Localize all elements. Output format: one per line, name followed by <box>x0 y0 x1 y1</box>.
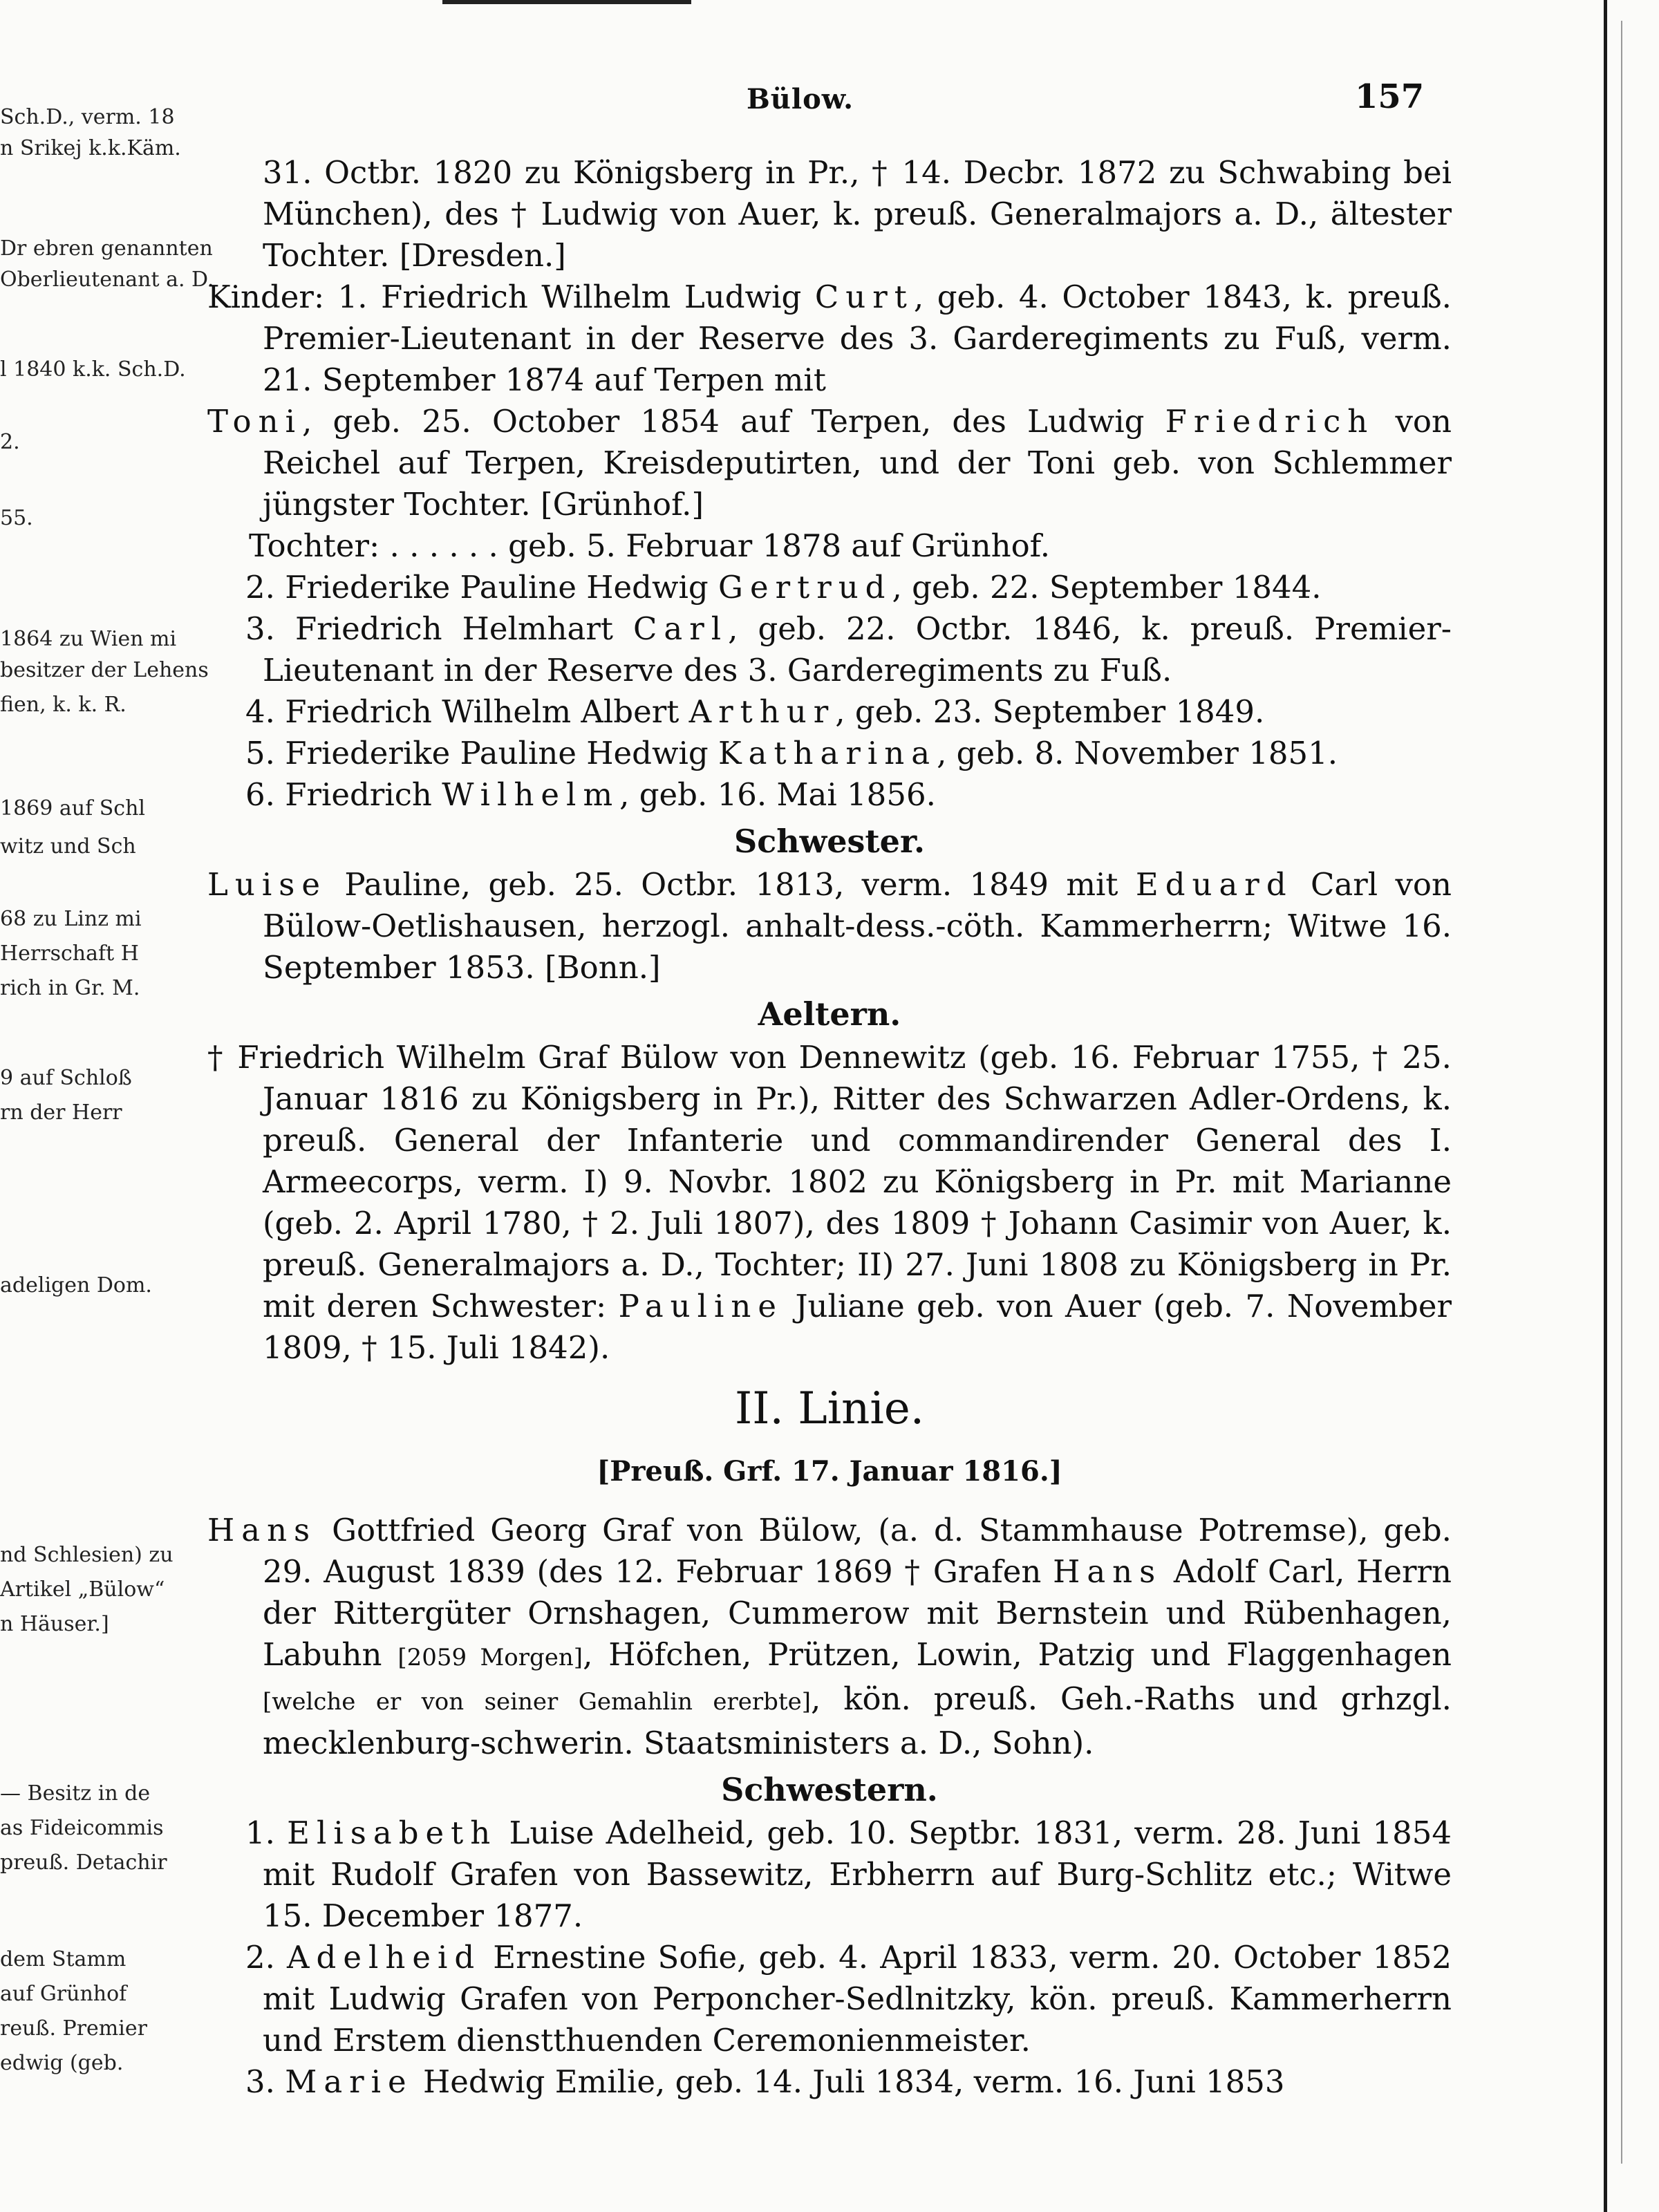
sister-entry-3 <box>207 2061 1452 2103</box>
text-run: 1. <box>245 1815 288 1851</box>
bleed-line: Artikel „Bülow“ <box>0 1577 165 1602</box>
text-run: 4. Friedrich Wilhelm Albert <box>245 693 689 730</box>
children-entry-curt <box>207 276 1452 401</box>
spaced-name: Adelheid <box>287 1939 482 1976</box>
running-head: Bülow. <box>747 83 854 115</box>
bleed-line: Dr ebren genannten <box>0 236 213 261</box>
child-entry-6 <box>207 774 1452 816</box>
bleed-line: Herrschaft H <box>0 941 139 966</box>
bleed-line: auf Grünhof <box>0 1982 127 2006</box>
spaced-name: Toni <box>207 403 302 440</box>
bleed-line: rich in Gr. M. <box>0 976 140 1000</box>
bleed-line: besitzer der Lehens <box>0 658 209 682</box>
text-run: , geb. 8. November 1851. <box>937 735 1338 771</box>
child-entry-2 <box>207 567 1452 608</box>
text-run: , Höfchen, Prützen, Lowin, Patzig und Flaggenhagen <box>583 1636 1452 1673</box>
text-run: † Friedrich Wilhelm Graf Bülow von Dennewitz (geb. 16. Februar 1755, † 25. Januar 1816 zu Königsberg in Pr.), Ritter des Schwarzen Adler-Ordens, k. preuß. General der Infanterie und commandirender General des I. Armeecorps, verm. I) 9. Novbr. 1802 zu Königsberg in Pr. mit Marianne (geb. 2. April 1780, † 2. Juli 1807), des 1809 † Johann Casimir von Auer, k. preuß. Generalmajors a. D., Tochter; II) 27. Juni 1808 zu Königsberg in Pr. mit deren Schwester: <box>207 1039 1452 1324</box>
continuation-paragraph: 31. Octbr. 1820 zu Königsberg in Pr., † 14. Decbr. 1872 zu Schwabing bei München), des † Ludwig von Auer, k. preuß. Generalmajors a. D., ältester Tochter. [Dresden.] <box>263 154 1452 274</box>
bleed-line: n Srikej k.k.Käm. <box>0 136 181 160</box>
linie-subheading: [Preuß. Grf. 17. Januar 1816.] <box>597 1455 1062 1488</box>
text-run: , geb. 22. September 1844. <box>892 569 1322 606</box>
bleed-line: — Besitz in de <box>0 1781 151 1806</box>
facing-page-bleed <box>0 0 214 2212</box>
parents-entry <box>207 1037 1452 1369</box>
bleed-line: fien, k. k. R. <box>0 693 126 717</box>
text-run: 2. <box>245 1939 288 1976</box>
spaced-name: Hans <box>1053 1553 1163 1590</box>
text-run: , geb. 23. September 1849. <box>835 693 1265 730</box>
text-run: , geb. 16. Mai 1856. <box>619 776 936 813</box>
text-run: Luise Adelheid, geb. 10. Septbr. 1831, verm. 28. Juni 1854 mit Rudolf Grafen von Bassewitz, Erbherrn auf Burg-Schlitz etc.; Witwe 15. December 1877. <box>263 1815 1452 1934</box>
text-run: von Reichel auf Terpen, Kreisdeputirten, und der Toni geb. von Schlemmer jüngster Tochter. [Grünhof.] <box>263 403 1452 523</box>
sister-entry-2 <box>207 1937 1452 2061</box>
bleed-line: 9 auf Schloß <box>0 1066 132 1090</box>
bleed-line: dem Stamm <box>0 1947 126 1971</box>
section-heading-schwester: Schwester. <box>734 823 925 860</box>
bleed-line: Sch.D., verm. 18 <box>0 105 175 129</box>
bleed-line: 55. <box>0 506 33 530</box>
text-run: 2. Friederike Pauline Hedwig <box>245 569 719 606</box>
book-spine-edge <box>1604 0 1607 2212</box>
spouse-entry-toni <box>207 401 1452 525</box>
text-run: Hedwig Emilie, geb. 14. Juli 1834, verm. 16. Juni 1853 <box>413 2063 1285 2100</box>
text-run: Juliane geb. von Auer (geb. 7. November 1809, † 15. Juli 1842). <box>263 1288 1452 1366</box>
text-run: Kinder: 1. Friedrich Wilhelm Ludwig <box>207 279 815 315</box>
bleed-line: Oberlieutenant a. D. <box>0 268 214 292</box>
small-note: [2059 Morgen] <box>397 1644 583 1671</box>
text-run: , geb. 25. October 1854 auf Terpen, des Ludwig <box>302 403 1165 440</box>
bleed-line: preuß. Detachir <box>0 1850 167 1875</box>
text-run: 6. Friedrich <box>245 776 442 813</box>
main-text <box>207 152 1452 2103</box>
head-of-line-entry <box>207 1510 1452 1764</box>
bleed-line: 68 zu Linz mi <box>0 907 142 931</box>
child-entry-5 <box>207 733 1452 774</box>
spaced-name: Eduard <box>1135 866 1293 903</box>
spaced-name: Katharina <box>718 735 937 771</box>
text-run: Pauline, geb. 25. Octbr. 1813, verm. 1849 mit <box>326 866 1136 903</box>
text-run: Carl von Bülow-Oetlishausen, herzogl. anhalt-dess.-cöth. Kammerherrn; Witwe 16. September 1853. [Bonn.] <box>263 866 1452 986</box>
bleed-line: 1864 zu Wien mi <box>0 627 177 651</box>
bleed-line: l 1840 k.k. Sch.D. <box>0 357 186 382</box>
text-run: Ernestine Sofie, geb. 4. April 1833, verm. 20. October 1852 mit Ludwig Grafen von Perponcher-Sedlnitzky, kön. preuß. Kammerherrn und Erstem dienstthuenden Ceremonienmeister. <box>263 1939 1452 2059</box>
text-run: Gottfried Georg Graf von Bülow, (a. d. Stammhause Potremse), geb. 29. August 1839 (des 12. Februar 1869 † Grafen <box>263 1512 1452 1590</box>
small-note: [welche er von seiner Gemahlin ererbte] <box>263 1688 811 1716</box>
scan-edge-mark <box>442 0 691 4</box>
spaced-name: Gertrud <box>718 569 892 606</box>
sister-entry-1 <box>207 1812 1452 1937</box>
bleed-line: rn der Herr <box>0 1100 122 1125</box>
bleed-line: witz und Sch <box>0 834 136 859</box>
daughter-entry: Tochter: . . . . . . geb. 5. Februar 1878 auf Grünhof. <box>249 527 1051 564</box>
book-gutter-shadow <box>1621 21 1622 2164</box>
text-run: Adolf Carl, Herrn der Rittergüter Ornshagen, Cummerow mit Bernstein und Rübenhagen, Labuhn <box>263 1553 1452 1673</box>
bleed-line: nd Schlesien) zu <box>0 1543 174 1567</box>
text-run: 5. Friederike Pauline Hedwig <box>245 735 719 771</box>
bleed-line: 1869 auf Schl <box>0 796 145 821</box>
spaced-name: Hans <box>207 1512 317 1548</box>
page-number: 157 <box>1355 77 1425 116</box>
spaced-name: Pauline <box>618 1288 784 1324</box>
text-run: , kön. preuß. Geh.-Raths und grhzgl. mecklenburg-schwerin. Staatsministers a. D., Sohn). <box>263 1680 1452 1761</box>
text-run: , geb. 22. Octbr. 1846, k. preuß. Premier-Lieutenant in der Reserve des 3. Garderegiments zu Fuß. <box>263 610 1452 688</box>
spaced-name: Wilhelm <box>442 776 620 813</box>
child-entry-4 <box>207 691 1452 733</box>
section-heading-aeltern: Aeltern. <box>758 995 901 1033</box>
spaced-name: Arthur <box>688 693 836 730</box>
bleed-line: 2. <box>0 430 20 454</box>
bleed-line: edwig (geb. <box>0 2051 124 2075</box>
section-heading-schwestern: Schwestern. <box>721 1771 938 1808</box>
spaced-name: Friedrich <box>1165 403 1375 440</box>
spaced-name: Carl <box>632 610 729 647</box>
child-entry-3 <box>207 608 1452 691</box>
spaced-name: Elisabeth <box>287 1815 498 1851</box>
text-run: , geb. 4. October 1843, k. preuß. Premier-Lieutenant in der Reserve des 3. Garderegiments zu Fuß, verm. 21. September 1874 auf Terpen mit <box>263 279 1452 398</box>
bleed-line: reuß. Premier <box>0 2016 147 2041</box>
bleed-line: adeligen Dom. <box>0 1273 152 1297</box>
section-heading-linie: II. Linie. <box>734 1383 925 1434</box>
sister-entry-luise <box>207 864 1452 988</box>
bleed-line: n Häuser.] <box>0 1612 109 1636</box>
text-run: 3. <box>245 2063 285 2100</box>
spaced-name: Curt <box>814 279 914 315</box>
spaced-name: Marie <box>285 2063 413 2100</box>
text-run: 3. Friedrich Helmhart <box>245 610 633 647</box>
bleed-line: as Fideicommis <box>0 1816 164 1840</box>
spaced-name: Luise <box>207 866 327 903</box>
